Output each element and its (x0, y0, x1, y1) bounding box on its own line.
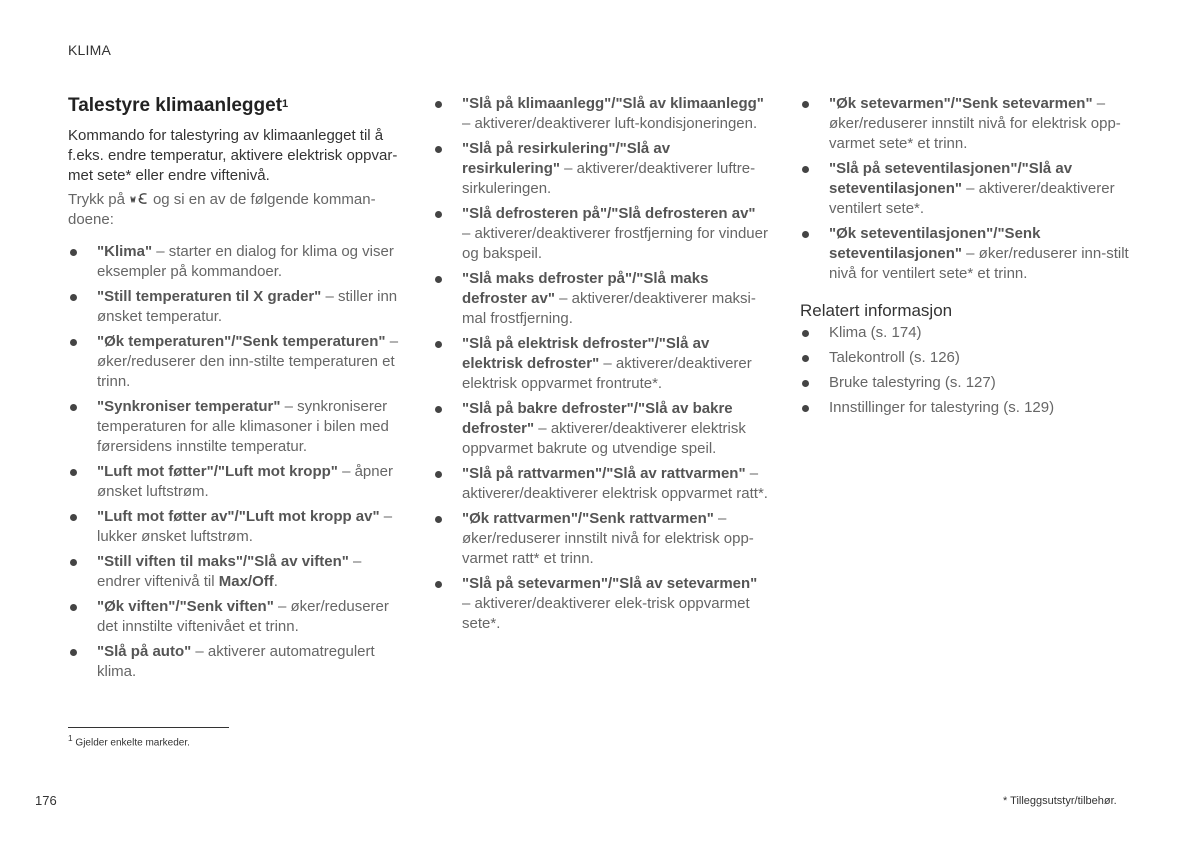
command-emphasis: Max/Off (218, 573, 274, 590)
bullet-icon (435, 146, 442, 153)
command-description: – synkroniserer temperaturen for alle klimasoner i bilen med førersidens innstilte temperatur. (97, 398, 389, 455)
list-item (68, 462, 404, 502)
command-description: – øker/reduserer den inn-stilte temperaturen et trinn. (97, 333, 399, 390)
section-header: KLIMA (68, 42, 112, 58)
command-description: – aktiverer automatregulert klima. (97, 643, 375, 680)
command-phrase: "Øk seteventilasjonen"/"Senk seteventilasjonen" (829, 225, 1041, 262)
page-number: 176 (35, 793, 57, 808)
list-item (433, 139, 768, 199)
command-tail: . (273, 573, 278, 590)
command-description: – åpner ønsket luftstrøm. (97, 463, 393, 500)
command-phrase: "Slå på resirkulering"/"Slå av resirkulering" (462, 140, 671, 177)
footnote (68, 733, 190, 748)
bullet-icon (802, 101, 809, 108)
command-description: – øker/reduserer innstilt nivå for elektrisk opp-varmet ratt* et trinn. (462, 510, 754, 567)
command-list-1 (68, 242, 404, 682)
related-item (800, 323, 1135, 343)
list-item (68, 552, 404, 592)
bullet-icon (802, 330, 809, 337)
bullet-icon (802, 166, 809, 173)
list-item (433, 269, 768, 329)
bullet-icon (802, 405, 809, 412)
footnote-divider (68, 727, 229, 728)
list-item (68, 242, 404, 282)
list-item (800, 224, 1135, 284)
command-phrase: "Slå på auto" (97, 643, 192, 660)
command-description: – aktiverer/deaktiverer elek-trisk oppvarmet sete*. (462, 595, 750, 632)
list-item (68, 332, 404, 392)
bullet-icon (435, 471, 442, 478)
command-description: – aktiverer/deaktiverer elektrisk oppvarmet ratt*. (462, 465, 768, 502)
command-phrase: "Øk rattvarmen"/"Senk rattvarmen" (462, 510, 714, 527)
command-phrase: "Slå på seteventilasjonen"/"Slå av seteventilasjonen" (829, 160, 1073, 197)
bullet-icon (70, 514, 77, 521)
list-item (68, 507, 404, 547)
bullet-icon (435, 276, 442, 283)
list-item (433, 509, 768, 569)
bullet-icon (70, 604, 77, 611)
list-item (433, 334, 768, 394)
command-phrase: "Luft mot føtter"/"Luft mot kropp" (97, 463, 338, 480)
bullet-icon (802, 231, 809, 238)
intro-text: Kommando for talestyring av klimaanlegget til å f.eks. endre temperatur, aktivere elektrisk oppvar-met sete* eller endre viftenivå. (68, 127, 398, 184)
footnote-ref: 1 (282, 98, 289, 110)
command-phrase: "Slå på bakre defroster"/"Slå av bakre defroster" (462, 400, 733, 437)
list-item (68, 597, 404, 637)
command-phrase: "Slå på setevarmen"/"Slå av setevarmen" (462, 575, 758, 592)
bullet-icon (70, 559, 77, 566)
instruction-before: Trykk på (68, 191, 125, 208)
bullet-icon (435, 211, 442, 218)
command-description: – aktiverer/deaktiverer ventilert sete*. (829, 180, 1115, 217)
command-description: – øker/reduserer inn-stilt nivå for ventilert sete* et trinn. (829, 245, 1129, 282)
list-item (433, 399, 768, 459)
related-link[interactable]: Talekontroll (s. 126) (829, 349, 960, 366)
list-item (68, 287, 404, 327)
command-description: – aktiverer/deaktiverer elektrisk oppvarmet frontrute*. (462, 355, 752, 392)
command-phrase: "Øk setevarmen"/"Senk setevarmen" (829, 95, 1093, 112)
command-description: – starter en dialog for klima og viser eksempler på kommandoer. (97, 243, 394, 280)
command-phrase: "Slå defrosteren på"/"Slå defrosteren av" (462, 205, 756, 222)
accessory-note: * Tilleggsutstyr/tilbehør. (1003, 795, 1117, 807)
command-phrase: "Slå på klimaanlegg"/"Slå av klimaanlegg" (462, 95, 764, 112)
command-phrase: "Slå på rattvarmen"/"Slå av rattvarmen" (462, 465, 746, 482)
command-phrase: "Synkroniser temperatur" (97, 398, 281, 415)
related-item (800, 348, 1135, 368)
list-item (433, 574, 768, 634)
command-phrase: "Klima" (97, 243, 153, 260)
list-item (433, 94, 768, 134)
list-item (433, 204, 768, 264)
bullet-icon (70, 249, 77, 256)
list-item (800, 159, 1135, 219)
column-1 (68, 94, 404, 687)
related-heading: Relatert informasjon (800, 301, 953, 320)
command-description: – øker/reduserer det innstilte viftenivået et trinn. (97, 598, 389, 635)
voice-control-icon (128, 190, 150, 208)
command-description: – aktiverer/deaktiverer luftre-sirkuleringen. (462, 160, 756, 197)
instruction-after: og si en av de følgende komman-doene: (68, 191, 376, 228)
bullet-icon (435, 581, 442, 588)
bullet-icon (70, 294, 77, 301)
command-description: – stiller inn ønsket temperatur. (97, 288, 398, 325)
bullet-icon (70, 404, 77, 411)
bullet-icon (70, 649, 77, 656)
command-list-3 (800, 94, 1135, 284)
command-description: – øker/reduserer innstilt nivå for elektrisk opp-varmet sete* et trinn. (829, 95, 1121, 152)
command-phrase: "Still viften til maks"/"Slå av viften" (97, 553, 349, 570)
column-2 (433, 94, 768, 639)
footnote-text: Gjelder enkelte markeder. (75, 737, 190, 749)
command-description: – aktiverer/deaktiverer elektrisk oppvarmet bakrute og utvendige speil. (462, 420, 746, 457)
command-description: – aktiverer/deaktiverer frostfjerning for vinduer og bakspeil. (462, 225, 768, 262)
list-item (68, 397, 404, 457)
bullet-icon (802, 380, 809, 387)
list-item (68, 642, 404, 682)
column-3 (800, 94, 1135, 423)
related-link[interactable]: Bruke talestyring (s. 127) (829, 374, 996, 391)
command-phrase: "Luft mot føtter av"/"Luft mot kropp av" (97, 508, 380, 525)
bullet-icon (802, 355, 809, 362)
voice-control-icon-svg (128, 190, 150, 208)
command-phrase: "Still temperaturen til X grader" (97, 288, 322, 305)
command-phrase: "Øk viften"/"Senk viften" (97, 598, 274, 615)
bullet-icon (435, 341, 442, 348)
command-description: – aktiverer/deaktiverer luft-kondisjoneringen. (462, 115, 758, 132)
bullet-icon (70, 339, 77, 346)
footnote-number: 1 (68, 733, 73, 743)
bullet-icon (435, 101, 442, 108)
related-list (800, 323, 1135, 418)
related-link[interactable]: Klima (s. 174) (829, 324, 922, 341)
page-title (68, 94, 404, 118)
command-phrase: "Slå på elektrisk defroster"/"Slå av elektrisk defroster" (462, 335, 710, 372)
command-description: – endrer viftenivå til (97, 553, 362, 590)
related-item (800, 373, 1135, 393)
bullet-icon (70, 469, 77, 476)
command-description: – aktiverer/deaktiverer maksi-mal frostfjerning. (462, 290, 756, 327)
list-item (433, 464, 768, 504)
related-link[interactable]: Innstillinger for talestyring (s. 129) (829, 399, 1055, 416)
command-list-2 (433, 94, 768, 634)
page-title-text: Talestyre klimaanlegget (68, 95, 283, 116)
command-phrase: "Øk temperaturen"/"Senk temperaturen" (97, 333, 386, 350)
related-item (800, 398, 1135, 418)
list-item (800, 94, 1135, 154)
instruction-text (68, 190, 404, 230)
command-description: – lukker ønsket luftstrøm. (97, 508, 393, 545)
bullet-icon (435, 516, 442, 523)
bullet-icon (435, 406, 442, 413)
command-phrase: "Slå maks defroster på"/"Slå maks defroster av" (462, 270, 709, 307)
